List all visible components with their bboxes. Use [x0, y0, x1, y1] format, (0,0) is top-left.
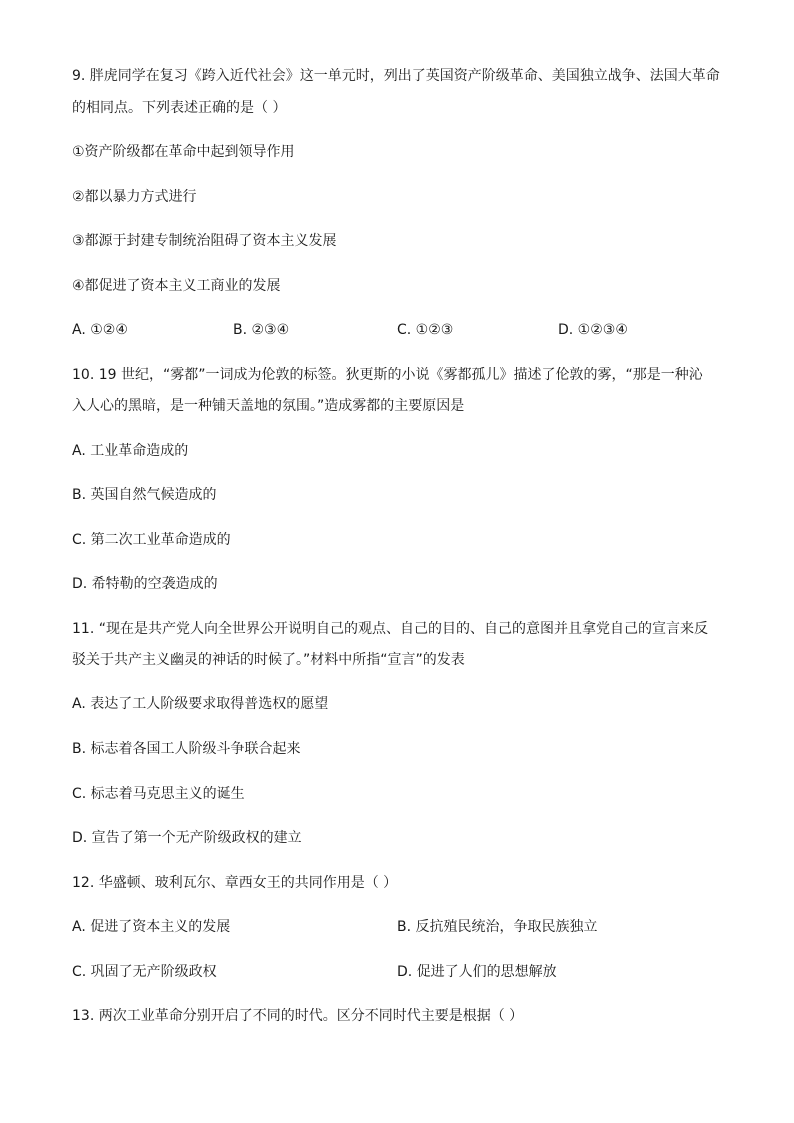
q10-option-a: A. 工业革命造成的 [72, 443, 189, 459]
q12-options-row1 [72, 918, 732, 936]
q9-statement-2: ②都以暴力方式进行 [72, 189, 197, 205]
q10-option-c: C. 第二次工业革命造成的 [72, 532, 231, 548]
q9-option-a: A. ①②④ [72, 322, 128, 338]
q9-stem-line1: 9. 胖虎同学在复习《跨入近代社会》这一单元时，列出了英国资产阶级革命、美国独立战争、法国大革命 [72, 68, 720, 84]
q12-option-a: A. 促进了资本主义的发展 [72, 919, 231, 935]
q10-stem-line2: 入人心的黑暗，是一种铺天盖地的氛围。”造成雾都的主要原因是 [72, 398, 465, 414]
q9-options [72, 321, 732, 339]
q12-stem: 12. 华盛顿、玻利瓦尔、章西女王的共同作用是（ ） [72, 875, 398, 891]
q9-option-d: D. ①②③④ [558, 322, 628, 338]
q11-stem-line1: 11. “现在是共产党人向全世界公开说明自己的观点、自己的目的、自己的意图并且拿党自己的宣言来反 [72, 621, 708, 637]
q12-option-b: B. 反抗殖民统治，争取民族独立 [397, 919, 598, 935]
q11-option-d: D. 宣告了第一个无产阶级政权的建立 [72, 830, 302, 846]
q12-option-d: D. 促进了人们的思想解放 [397, 964, 557, 980]
q9-stem-line2: 的相同点。下列表述正确的是（ ） [72, 100, 287, 116]
q9-statement-1: ①资产阶级都在革命中起到领导作用 [72, 144, 295, 160]
q11-option-a: A. 表达了工人阶级要求取得普选权的愿望 [72, 696, 329, 712]
q10-option-d: D. 希特勒的空袭造成的 [72, 576, 218, 592]
q11-stem-line2: 驳关于共产主义幽灵的神话的时候了。”材料中所指“宣言”的发表 [72, 652, 465, 668]
q9-statement-4: ④都促进了资本主义工商业的发展 [72, 278, 281, 294]
q10-stem-line1: 10. 19 世纪，“雾都”一词成为伦敦的标签。狄更斯的小说《雾都孤儿》描述了伦敦的雾，“那是一种沁 [72, 367, 703, 383]
q12-option-c: C. 巩固了无产阶级政权 [72, 964, 217, 980]
q12-options-row2 [72, 963, 732, 981]
q9-statement-3: ③都源于封建专制统治阻碍了资本主义发展 [72, 233, 337, 249]
q10-option-b: B. 英国自然气候造成的 [72, 487, 217, 503]
q9-option-c: C. ①②③ [397, 322, 454, 338]
q9-option-b: B. ②③④ [233, 322, 290, 338]
q11-option-c: C. 标志着马克思主义的诞生 [72, 786, 245, 802]
q13-stem: 13. 两次工业革命分别开启了不同的时代。区分不同时代主要是根据（ ） [72, 1008, 524, 1024]
q11-option-b: B. 标志着各国工人阶级斗争联合起来 [72, 741, 301, 757]
